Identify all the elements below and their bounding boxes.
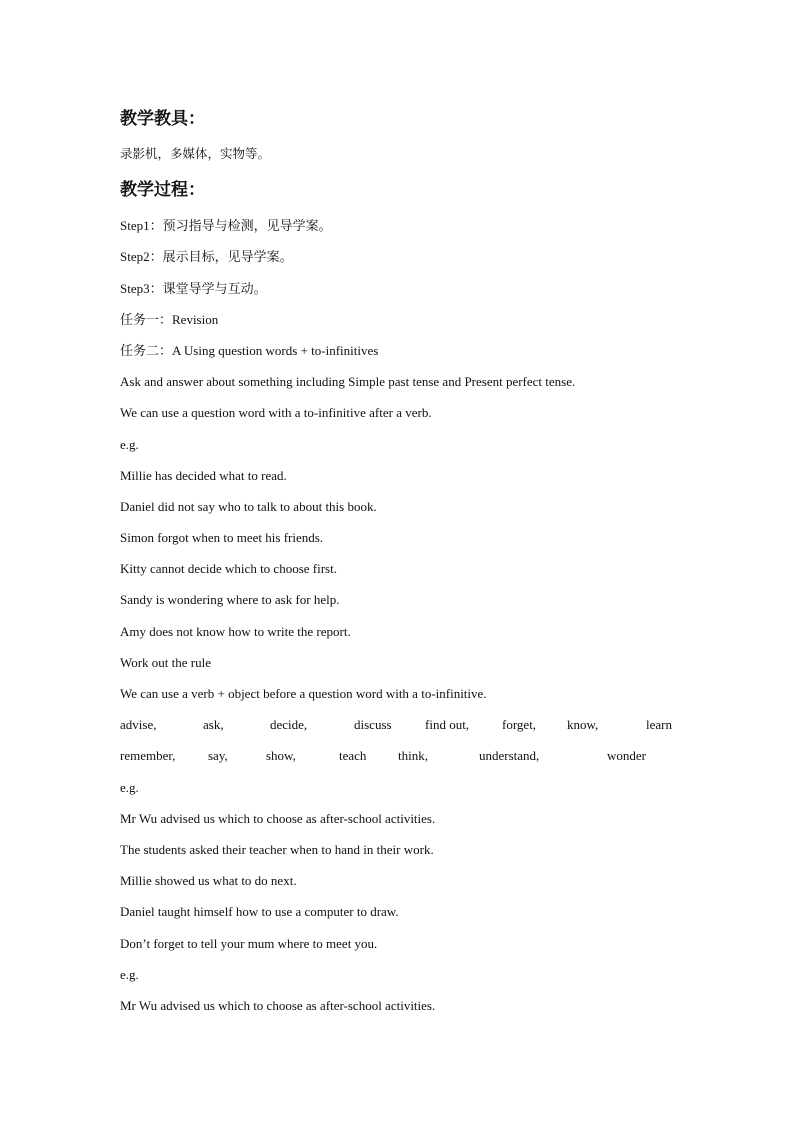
example-sentence: Don’t forget to tell your mum where to meet you. <box>120 936 378 951</box>
tools-text: 录影机，多媒体，实物等。 <box>120 146 271 161</box>
rule2-line: We can use a verb + object before a question word with a to-infinitive. <box>120 686 487 701</box>
example-sentence: Kitty cannot decide which to choose first. <box>120 561 337 576</box>
task2-line: 任务二：A Using question words + to-infinitives <box>120 343 379 358</box>
verb-word: learn <box>646 717 672 732</box>
verb-word: remember, <box>120 748 176 763</box>
process-heading: 教学过程： <box>120 180 205 200</box>
rule1-line: We can use a question word with a to-infinitive after a verb. <box>120 405 432 420</box>
step1-line: Step1：预习指导与检测，见导学案。 <box>120 218 332 233</box>
example-sentence: Simon forgot when to meet his friends. <box>120 530 324 545</box>
tools-heading: 教学教具： <box>120 109 205 129</box>
example-sentence: Daniel taught himself how to use a computer to draw. <box>120 904 399 919</box>
example-sentence: Daniel did not say who to talk to about this book. <box>120 499 377 514</box>
eg-label: e.g. <box>120 967 139 982</box>
work-out-line: Work out the rule <box>120 655 212 670</box>
example-sentence: Amy does not know how to write the report. <box>120 624 351 639</box>
verb-word: say, <box>208 748 228 763</box>
task1-line: 任务一：Revision <box>120 312 219 327</box>
example-sentence: Mr Wu advised us which to choose as after-school activities. <box>120 811 436 826</box>
example-sentence: Millie showed us what to do next. <box>120 873 297 888</box>
example-sentence: Mr Wu advised us which to choose as after-school activities. <box>120 998 436 1013</box>
verb-word: teach <box>339 748 367 763</box>
eg-label: e.g. <box>120 780 139 795</box>
verb-word: think, <box>398 748 428 763</box>
verb-word: wonder <box>607 748 646 763</box>
verb-word: understand, <box>479 748 540 763</box>
verb-word: discuss <box>354 717 392 732</box>
verb-word: ask, <box>203 717 224 732</box>
verb-word: find out, <box>425 717 470 732</box>
step2-line: Step2：展示目标，见导学案。 <box>120 249 293 264</box>
ask-line: Ask and answer about something including Simple past tense and Present perfect tense. <box>120 374 576 389</box>
verb-word: know, <box>567 717 599 732</box>
step3-line: Step3：课堂导学与互动。 <box>120 281 267 296</box>
example-sentence: Millie has decided what to read. <box>120 468 287 483</box>
verb-word: advise, <box>120 717 157 732</box>
verb-word: decide, <box>270 717 308 732</box>
eg-label: e.g. <box>120 437 139 452</box>
verb-word: forget, <box>502 717 537 732</box>
example-sentence: The students asked their teacher when to hand in their work. <box>120 842 434 857</box>
verb-word: show, <box>266 748 296 763</box>
example-sentence: Sandy is wondering where to ask for help. <box>120 592 340 607</box>
